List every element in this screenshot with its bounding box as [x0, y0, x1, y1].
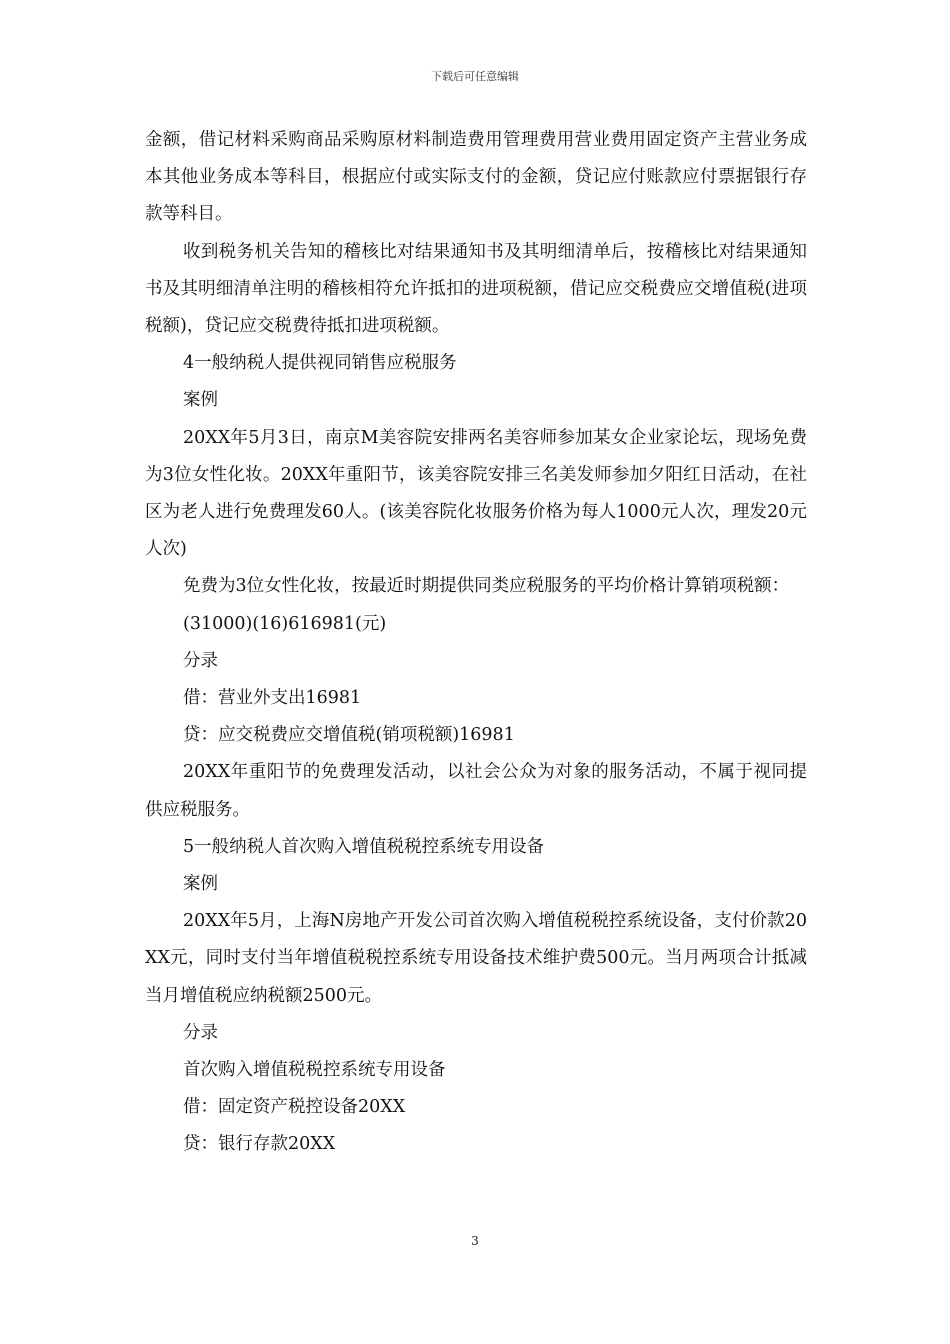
page-number: 3 [471, 1234, 479, 1248]
page-header: 下载后可任意编辑 [431, 70, 519, 83]
credit-entry: 贷：银行存款20XX [183, 1134, 336, 1155]
paragraph: 首次购入增值税税控系统专用设备 [183, 1060, 446, 1081]
paragraph: 20XX年5月，上海N房地产开发公司首次购入增值税税控系统设备，支付价款20XX元，同时支付当年增值税税控系统专用设备技术维护费500元。当月两项合计抵减当月增值税应纳税额2500元。 [145, 911, 807, 1006]
entry-label: 分录 [183, 1022, 218, 1043]
paragraph: 20XX年5月3日，南京M美容院安排两名美容师参加某女企业家论坛，现场免费为3位女性化妆。20XX年重阳节，该美容院安排三名美发师参加夕阳红日活动，在社区为老人进行免费理发60人。(该美容院化妆服务价格为每人1000元人次，理发20元人次) [145, 427, 807, 560]
formula-line: (31000)(16)616981(元) [183, 613, 387, 634]
paragraph: 20XX年重阳节的免费理发活动，以社会公众为对象的服务活动，不属于视同提供应税服务。 [145, 762, 807, 820]
debit-entry: 借：固定资产税控设备20XX [183, 1097, 406, 1118]
section-heading: 5一般纳税人首次购入增值税税控系统专用设备 [183, 836, 545, 857]
credit-entry: 贷：应交税费应交增值税(销项税额)16981 [183, 725, 515, 746]
paragraph: 免费为3位女性化妆，按最近时期提供同类应税服务的平均价格计算销项税额： [183, 576, 790, 597]
section-heading: 4一般纳税人提供视同销售应税服务 [183, 353, 457, 374]
case-label: 案例 [183, 390, 218, 411]
paragraph: 收到税务机关告知的稽核比对结果通知书及其明细清单后，按稽核比对结果通知书及其明细清单注明的稽核相符允许抵扣的进项税额，借记应交税费应交增值税(进项税额)，贷记应交税费待抵扣进项税额。 [145, 241, 807, 337]
debit-entry: 借：营业外支出16981 [183, 688, 362, 709]
entry-label: 分录 [183, 650, 218, 671]
document-body [145, 122, 807, 1164]
case-label: 案例 [183, 874, 218, 895]
paragraph: 金额，借记材料采购商品采购原材料制造费用管理费用营业费用固定资产主营业务成本其他业务成本等科目，根据应付或实际支付的金额，贷记应付账款应付票据银行存款等科目。 [145, 130, 807, 225]
